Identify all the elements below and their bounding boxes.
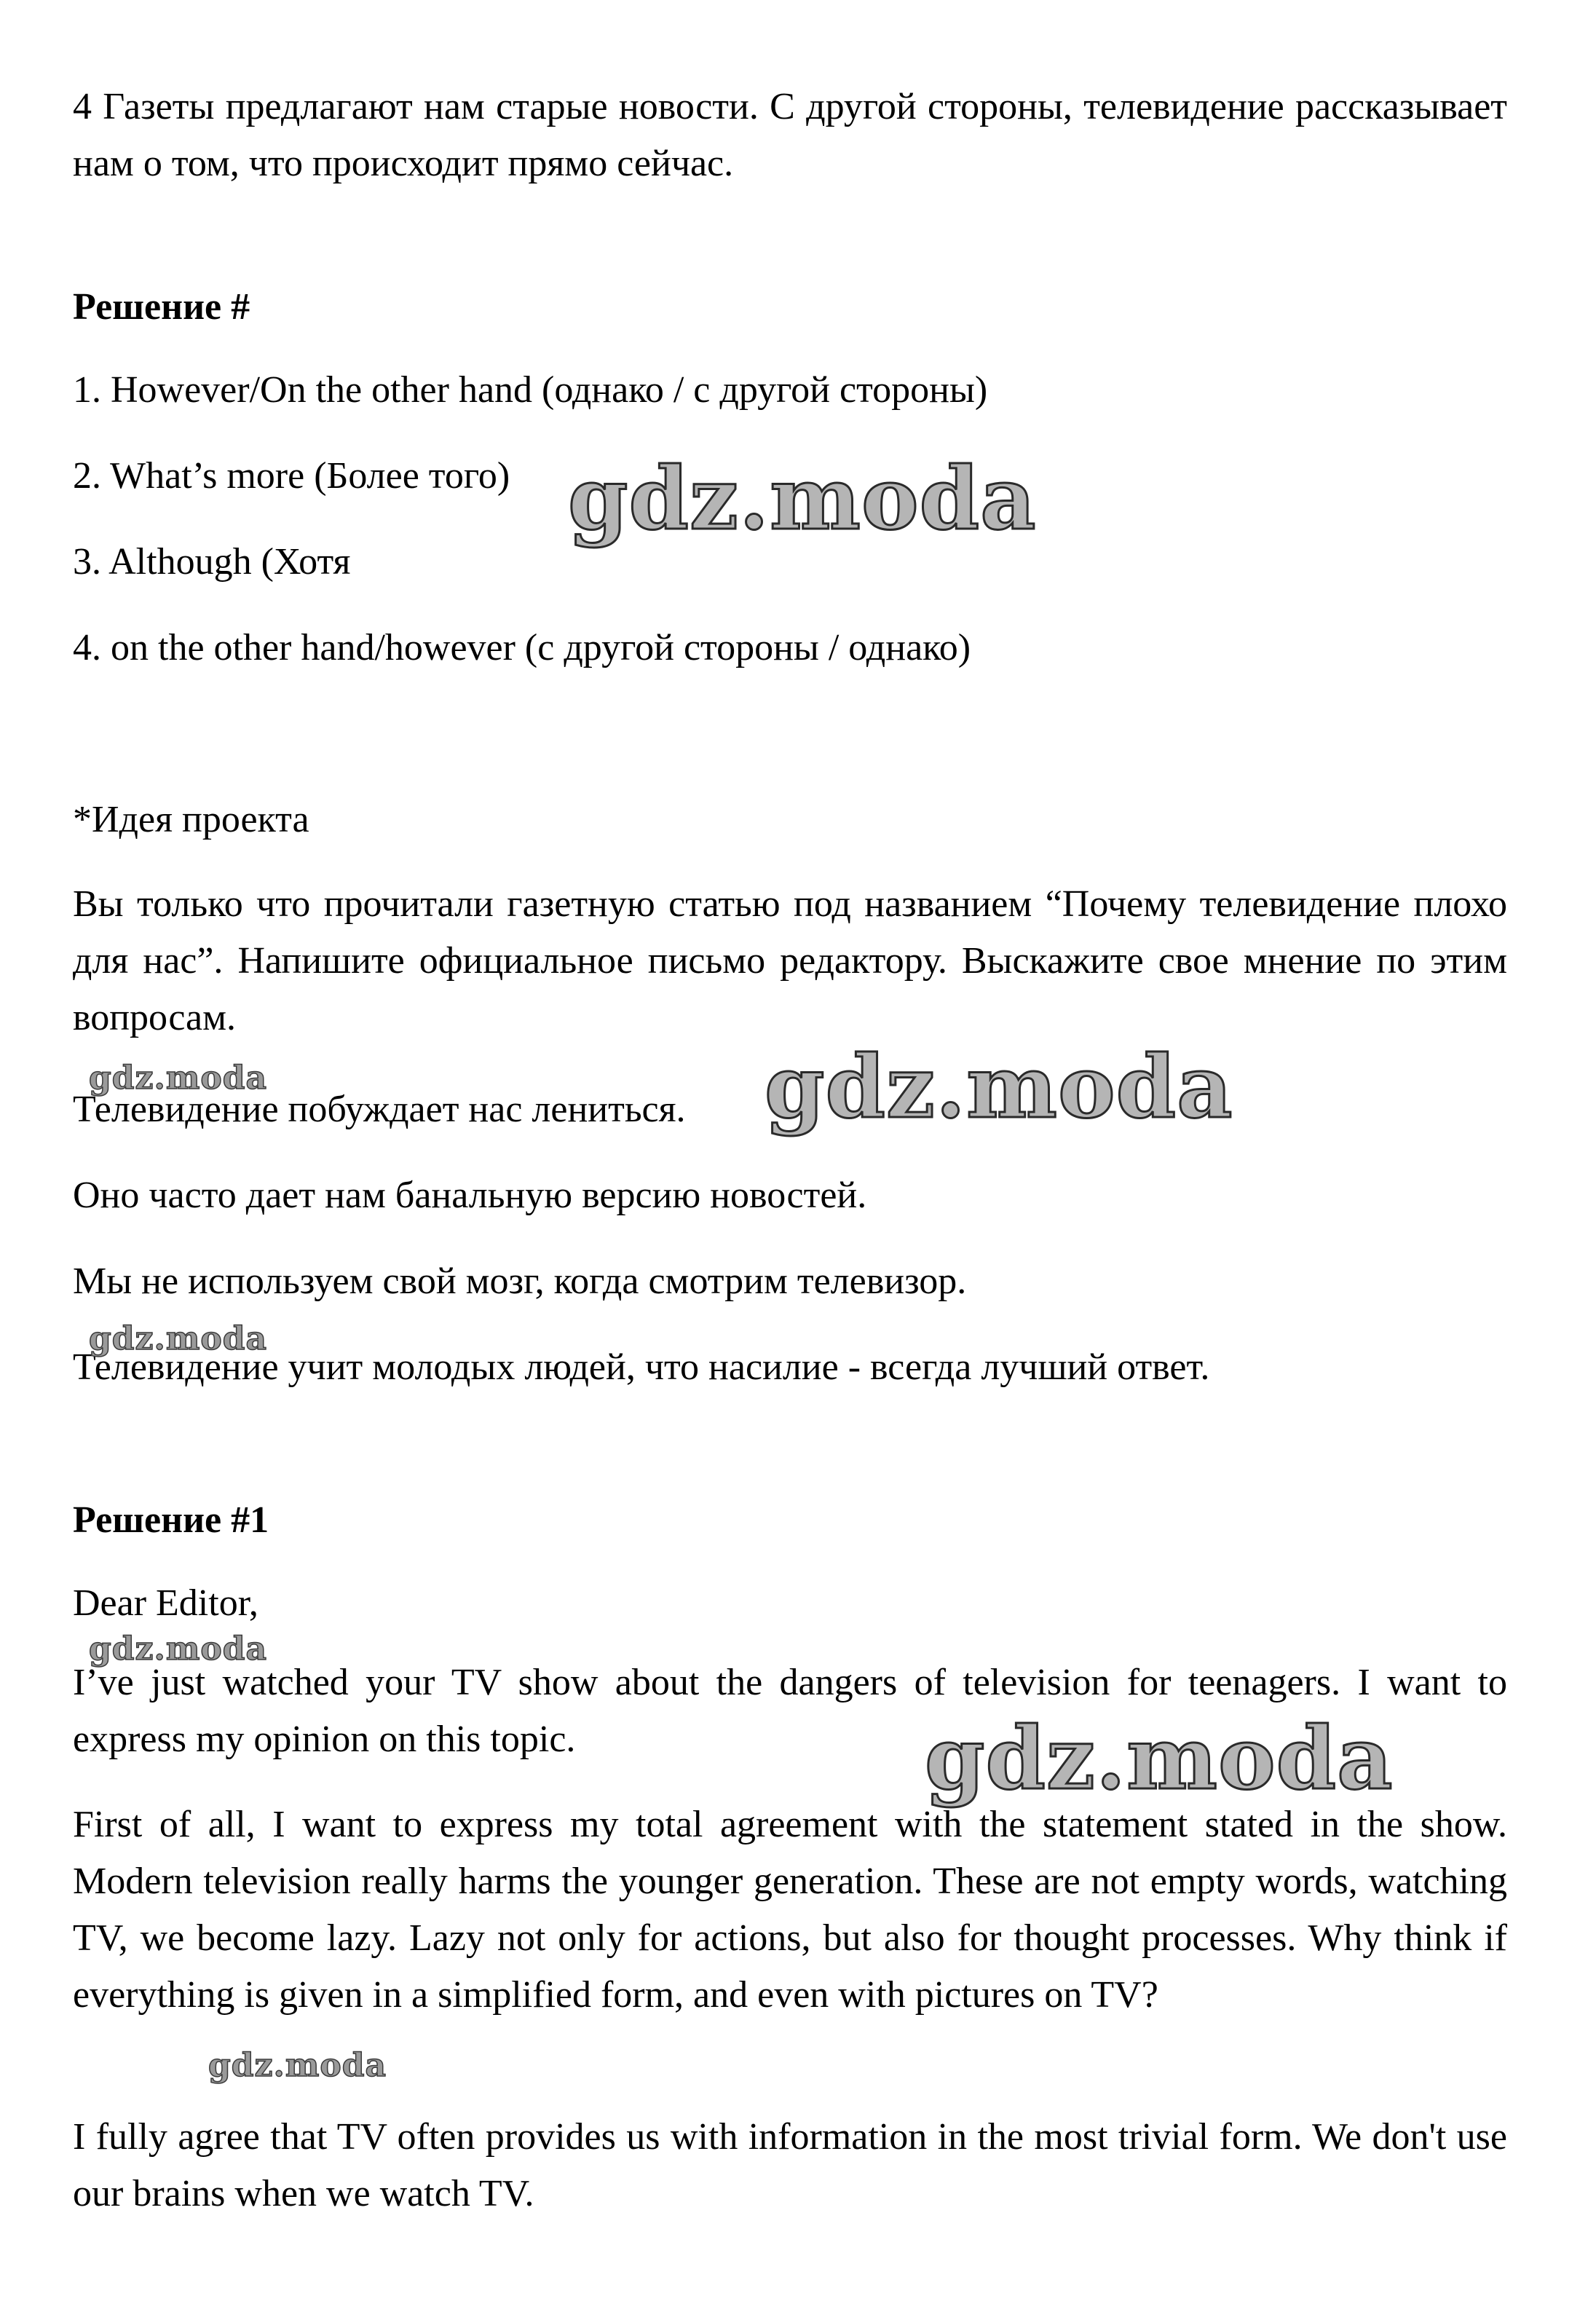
letter-paragraph-1: I’ve just watched your TV show about the dangers of television for teenagers. I want to express my opinion on this topic.	[73, 1662, 1507, 1760]
watermark: gdz.moda	[89, 1060, 268, 1097]
point-2: Оно часто дает нам банальную версию новостей.	[73, 1175, 867, 1216]
answer-1: 1. However/On the other hand (однако / с другой стороны)	[73, 369, 988, 411]
solution-heading: Решение #	[73, 286, 250, 328]
letter-paragraph-3: I fully agree that TV often provides us with information in the most trivial form. We don't use our brains when we watch TV.	[73, 2116, 1507, 2214]
watermark: gdz.moda	[208, 2047, 387, 2084]
watermark: gdz.moda	[925, 1708, 1394, 1809]
watermark: gdz.moda	[89, 1630, 268, 1668]
watermark: gdz.moda	[89, 1320, 268, 1357]
answer-3: 3. Although (Хотя	[73, 541, 351, 583]
letter-paragraph-2: First of all, I want to express my total agreement with the statement stated in the show. Modern television really harms the younger generation. These are not empty words, watching TV, we become lazy. Lazy not only for actions, but also for thought processes. Why think if everything is given in a simplified form, and even with pictures on TV?	[73, 1804, 1507, 2016]
solution-1-heading: Решение #1	[73, 1499, 269, 1541]
answer-4: 4. on the other hand/however (с другой стороны / однако)	[73, 627, 971, 668]
point-1: Телевидение побуждает нас лениться.	[73, 1089, 686, 1130]
task-4-text: 4 Газеты предлагают нам старые новости. С другой стороны, телевидение рассказывает нам о том, что происходит прямо сейчас.	[73, 86, 1507, 184]
watermark: gdz.moda	[568, 448, 1037, 549]
watermark: gdz.moda	[765, 1036, 1233, 1137]
answer-2: 2. What’s more (Более того)	[73, 455, 510, 497]
project-task-text: Вы только что прочитали газетную статью под названием “Почему телевидение плохо для нас”. Напишите официальное письмо редактору. Выскажите свое мнение по этим вопросам.	[73, 883, 1507, 1038]
point-3: Мы не используем свой мозг, когда смотрим телевизор.	[73, 1260, 967, 1302]
point-4: Телевидение учит молодых людей, что насилие - всегда лучший ответ.	[73, 1346, 1210, 1388]
project-idea-title: *Идея проекта	[73, 799, 309, 840]
letter-greeting: Dear Editor,	[73, 1582, 258, 1624]
